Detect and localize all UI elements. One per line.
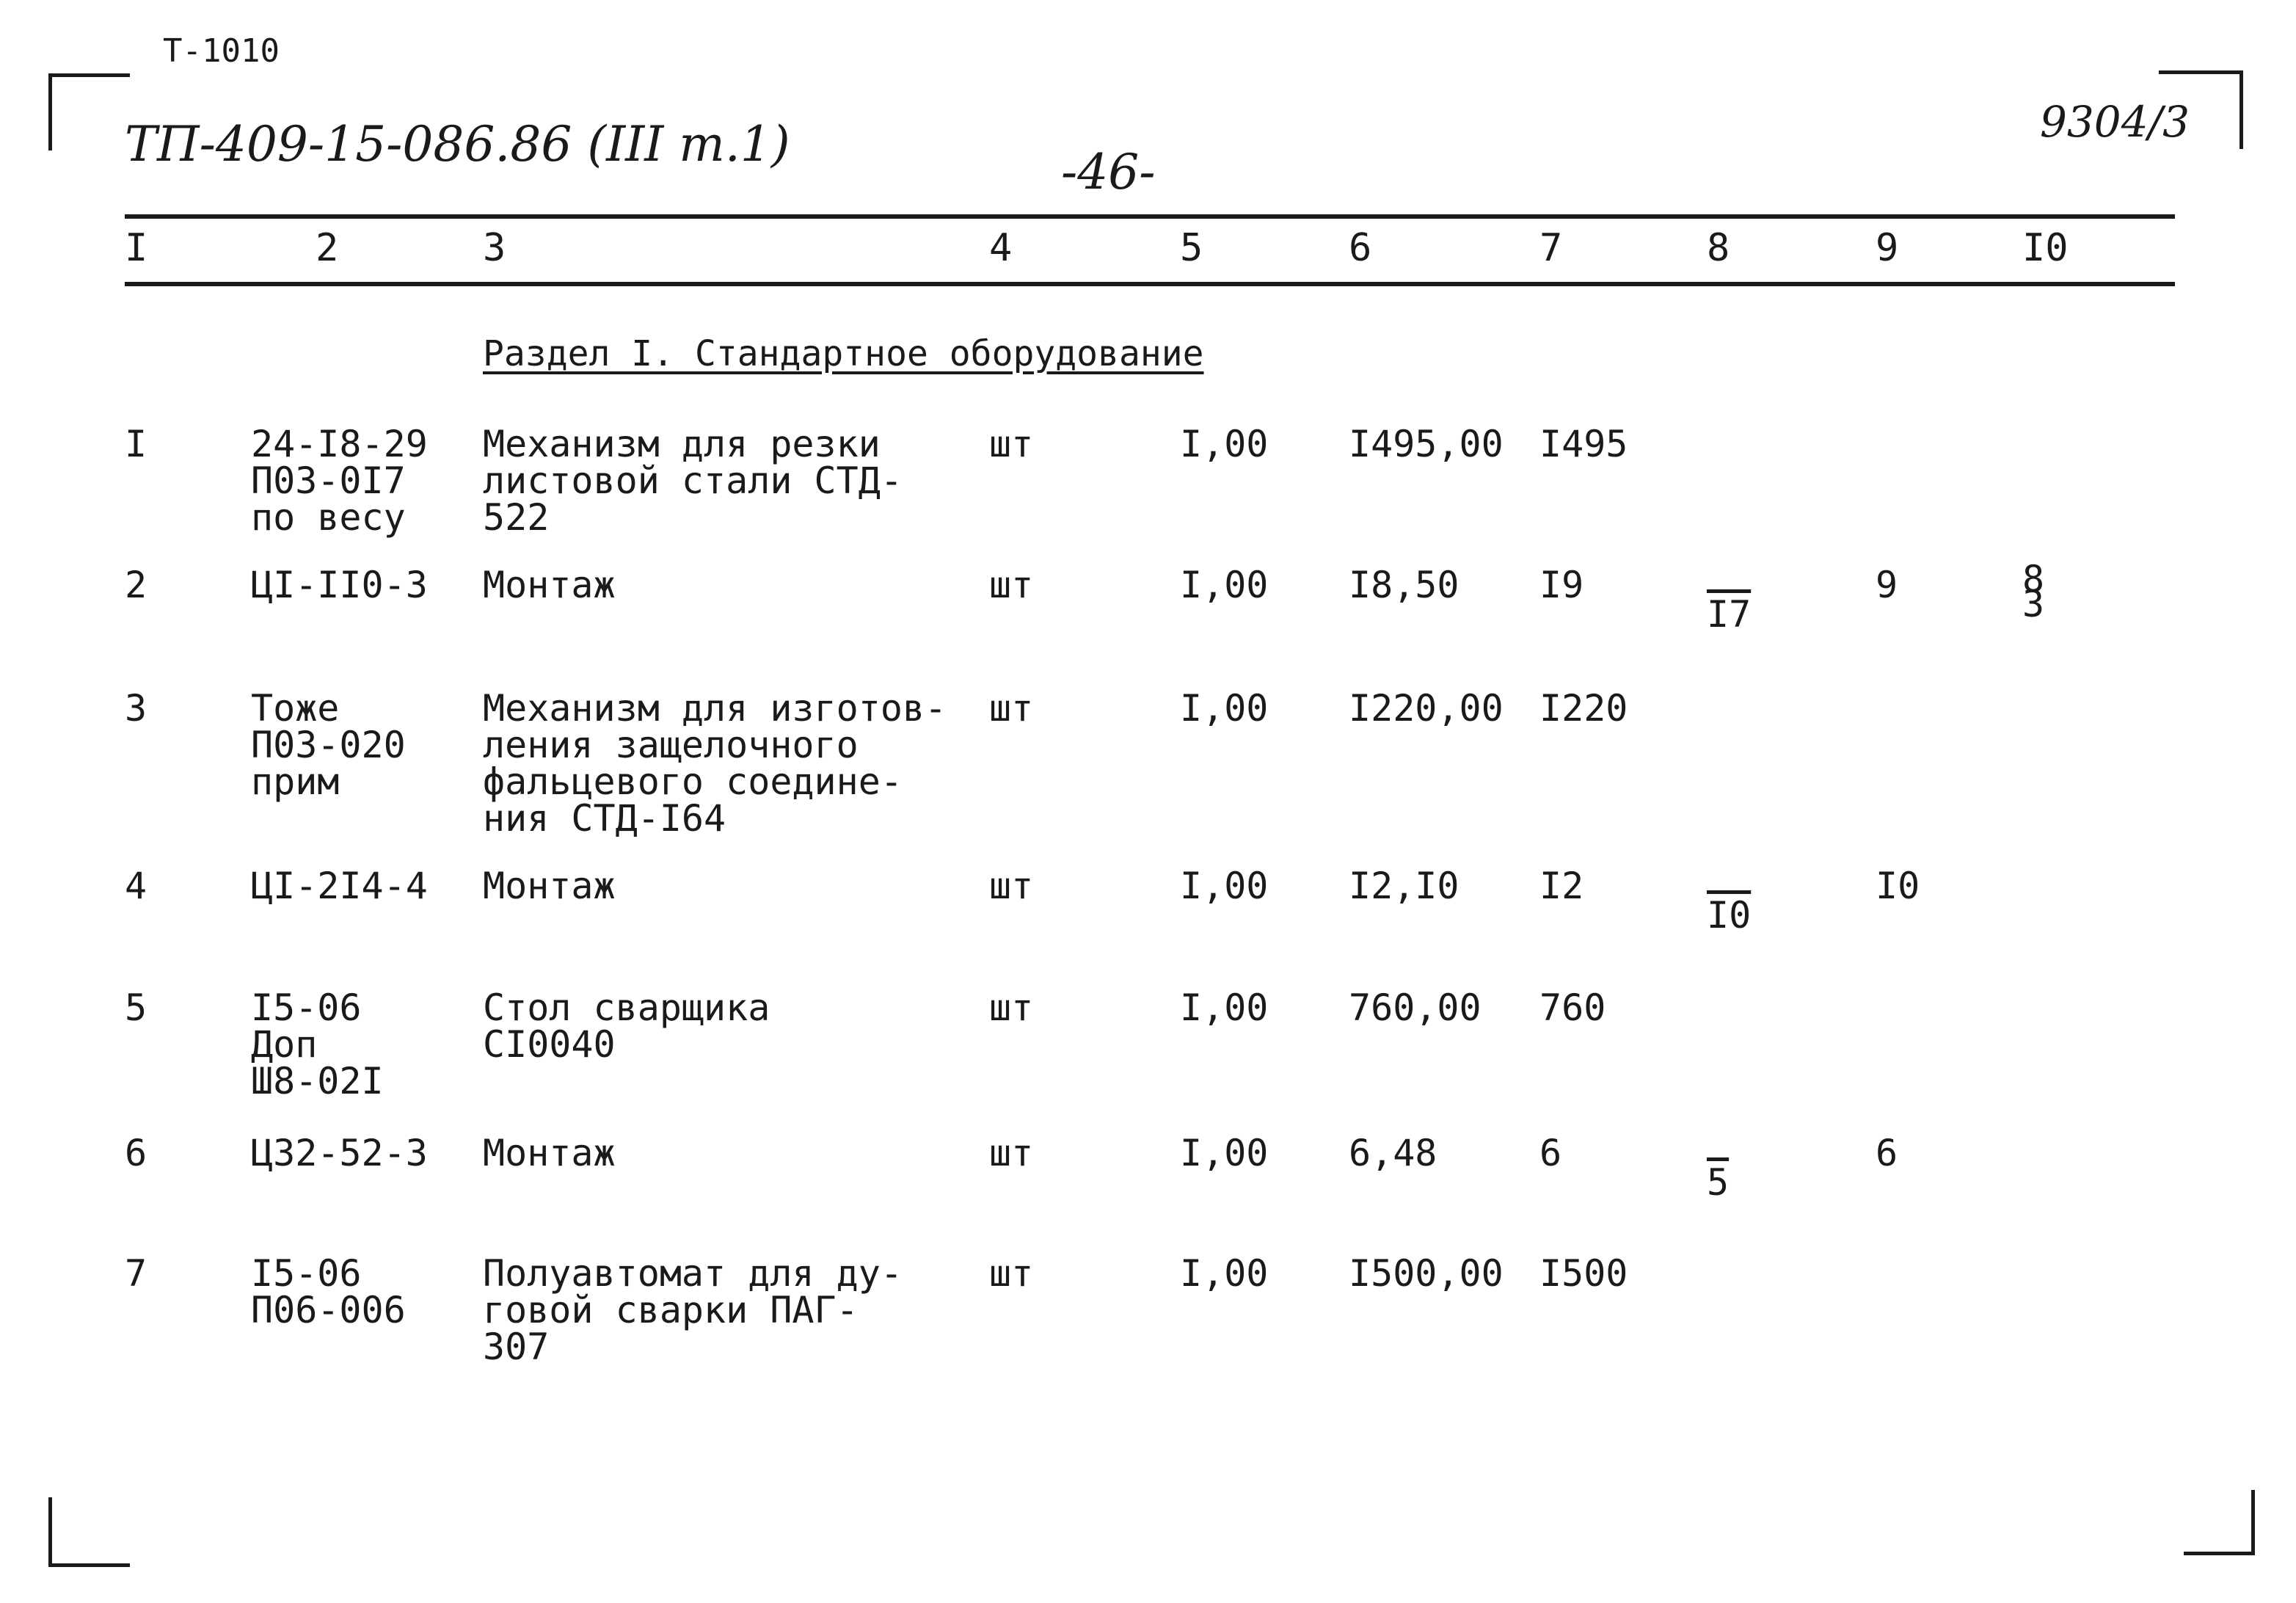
column-header-5: 5 bbox=[1180, 226, 1203, 270]
total: 6 bbox=[1539, 1132, 1562, 1174]
unit-price: I495,00 bbox=[1349, 423, 1504, 465]
item-code: ЦI-2I4-4 bbox=[251, 865, 428, 907]
quantity: I,00 bbox=[1180, 1132, 1269, 1174]
project-number: ТП-409-15-086.86 (III т.1) bbox=[125, 116, 790, 172]
item-name: Механизм для резки листовой стали СТД- 522 bbox=[483, 423, 903, 539]
column-header-2: 2 bbox=[316, 226, 339, 270]
quantity: I,00 bbox=[1180, 687, 1269, 730]
total: I9 bbox=[1539, 564, 1584, 606]
corner-mark-top-left bbox=[48, 73, 130, 150]
column-header-10: I0 bbox=[2022, 226, 2069, 270]
corner-mark-bottom-right bbox=[2184, 1490, 2255, 1555]
col8-value: I0 bbox=[1707, 894, 1752, 937]
item-name: Стол сварщика СI0040 bbox=[483, 986, 770, 1066]
row-number: 3 bbox=[125, 687, 147, 730]
row-number: 7 bbox=[125, 1252, 147, 1295]
item-name: Полуавтомат для ду- говой сварки ПАГ- 307 bbox=[483, 1252, 903, 1368]
item-name: Механизм для изготов- ления защелочного фальцевого соедине- ния СТД-I64 bbox=[483, 687, 947, 840]
unit: шт bbox=[989, 423, 1034, 465]
unit: шт bbox=[989, 865, 1034, 907]
total: 760 bbox=[1539, 986, 1606, 1029]
unit-price: 760,00 bbox=[1349, 986, 1482, 1029]
quantity: I,00 bbox=[1180, 986, 1269, 1029]
item-code: Ц32-52-3 bbox=[251, 1132, 428, 1174]
document-code: Т-1010 bbox=[163, 32, 280, 70]
unit: шт bbox=[989, 1252, 1034, 1295]
item-name: Монтаж bbox=[483, 564, 616, 606]
unit: шт bbox=[989, 1132, 1034, 1174]
quantity: I,00 bbox=[1180, 423, 1269, 465]
item-code: I5-06 Доп Ш8-02I bbox=[251, 986, 384, 1102]
header-top-rule bbox=[125, 214, 2175, 219]
col9-value: I0 bbox=[1876, 865, 1920, 907]
unit: шт bbox=[989, 986, 1034, 1029]
quantity: I,00 bbox=[1180, 865, 1269, 907]
item-code: ЦI-II0-3 bbox=[251, 564, 428, 606]
row-number: 5 bbox=[125, 986, 147, 1029]
item-name: Монтаж bbox=[483, 865, 616, 907]
col9-value: 9 bbox=[1876, 564, 1898, 606]
col9-value: 6 bbox=[1876, 1132, 1898, 1174]
row-number: 6 bbox=[125, 1132, 147, 1174]
col10-value: 8 3 bbox=[2022, 558, 2045, 625]
column-header-6: 6 bbox=[1349, 226, 1372, 270]
quantity: I,00 bbox=[1180, 1252, 1269, 1295]
column-header-7: 7 bbox=[1539, 226, 1563, 270]
page-number: -46- bbox=[1061, 144, 1156, 200]
col8-value: 5 bbox=[1707, 1161, 1730, 1204]
total: I2 bbox=[1539, 865, 1584, 907]
column-header-1: I bbox=[125, 226, 148, 270]
row-number: 2 bbox=[125, 564, 147, 606]
column-header-9: 9 bbox=[1876, 226, 1899, 270]
column-header-3: 3 bbox=[483, 226, 506, 270]
quantity: I,00 bbox=[1180, 564, 1269, 606]
item-code: Тоже П03-020 прим bbox=[251, 687, 406, 803]
unit-price: I8,50 bbox=[1349, 564, 1459, 606]
item-code: 24-I8-29 П03-0I7 по весу bbox=[251, 423, 428, 539]
corner-mark-bottom-left bbox=[48, 1497, 130, 1567]
header-bottom-rule bbox=[125, 282, 2175, 286]
row-number: I bbox=[125, 423, 147, 465]
total: I220 bbox=[1539, 687, 1628, 730]
archive-number: 9304/3 bbox=[2040, 97, 2190, 147]
total: I500 bbox=[1539, 1252, 1628, 1295]
column-header-4: 4 bbox=[989, 226, 1013, 270]
unit-price: I2,I0 bbox=[1349, 865, 1459, 907]
item-code: I5-06 П06-006 bbox=[251, 1252, 406, 1331]
item-name: Монтаж bbox=[483, 1132, 616, 1174]
column-header-8: 8 bbox=[1707, 226, 1730, 270]
unit: шт bbox=[989, 687, 1034, 730]
row-number: 4 bbox=[125, 865, 147, 907]
col8-value: I7 bbox=[1707, 593, 1752, 636]
unit-price: I220,00 bbox=[1349, 687, 1504, 730]
section-title: Раздел I. Стандартное оборудование bbox=[483, 333, 1204, 374]
unit-price: 6,48 bbox=[1349, 1132, 1437, 1174]
total: I495 bbox=[1539, 423, 1628, 465]
unit: шт bbox=[989, 564, 1034, 606]
unit-price: I500,00 bbox=[1349, 1252, 1504, 1295]
